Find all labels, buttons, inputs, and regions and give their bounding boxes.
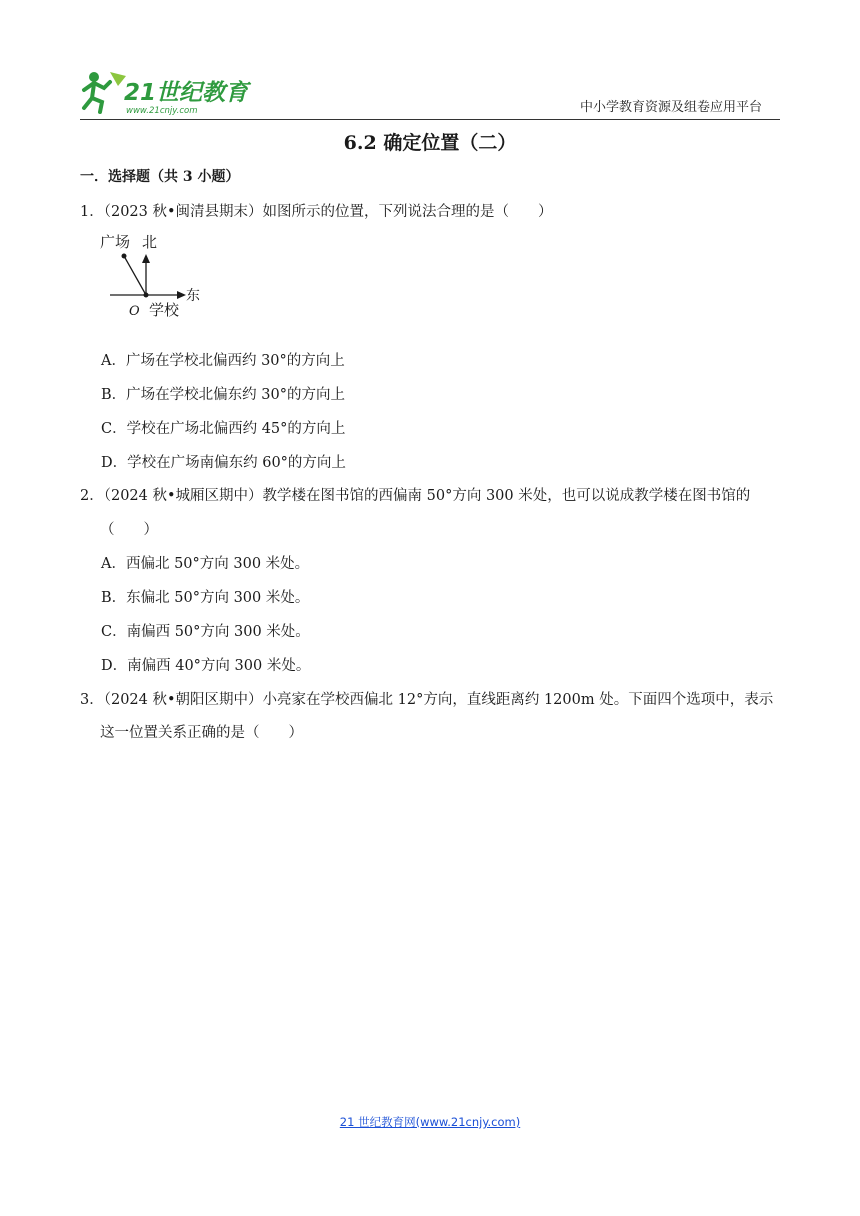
runner-icon [84, 72, 126, 112]
logo [80, 68, 255, 118]
section-heading: 一．选择题（共 3 小题） [80, 169, 240, 185]
question-2-option-a: A．西偏北 50°方向 300 米处。 [101, 556, 310, 572]
figure-label-east: 东 [186, 288, 200, 304]
figure-label-origin: O [129, 304, 140, 319]
question-1-option-b: B．广场在学校北偏东约 30°的方向上 [101, 387, 345, 403]
question-3-text: 3．（2024 秋•朝阳区期中）小亮家在学校西偏北 12°方向，直线距离约 1200m 处。下面四个选项中，表示 [80, 692, 774, 708]
question-2-text: 2．（2024 秋•城厢区期中）教学楼在图书馆的西偏南 50°方向 300 米处，也可以说成教学楼在图书馆的 [80, 488, 751, 504]
question-1-option-a: A．广场在学校北偏西约 30°的方向上 [101, 353, 345, 369]
logo-text: 21世纪教育 [124, 80, 249, 106]
figure-label-north: 北 [142, 233, 158, 251]
header-divider [80, 119, 780, 120]
question-2-option-b: B．东偏北 50°方向 300 米处。 [101, 590, 310, 606]
question-2-option-c: C．南偏西 50°方向 300 米处。 [101, 624, 310, 640]
question-1-figure [100, 232, 204, 336]
question-2-text-cont: （ ） [100, 522, 158, 538]
page-title: 6.2 确定位置（二） [343, 132, 517, 154]
question-1-text: 1．（2023 秋•闽清县期末）如图所示的位置，下列说法合理的是（ ） [80, 204, 553, 220]
origin-point [144, 293, 149, 298]
question-2-option-d: D．南偏西 40°方向 300 米处。 [101, 658, 311, 674]
question-3-text-cont: 这一位置关系正确的是（ ） [100, 725, 303, 741]
figure-label-school: 学校 [149, 301, 180, 319]
figure-label-square: 广场 [100, 233, 131, 251]
north-arrow-icon [142, 254, 150, 263]
question-1-option-d: D．学校在广场南偏东约 60°的方向上 [101, 455, 346, 471]
question-1-option-c: C．学校在广场北偏西约 45°的方向上 [101, 421, 346, 437]
square-point [122, 254, 127, 259]
footer-link[interactable]: 21 世纪教育网(www.21cnjy.com) [339, 1115, 521, 1129]
east-arrow-icon [177, 291, 186, 299]
platform-name: 中小学教育资源及组卷应用平台 [580, 100, 763, 115]
logo-url: www.21cnjy.com [126, 106, 198, 116]
